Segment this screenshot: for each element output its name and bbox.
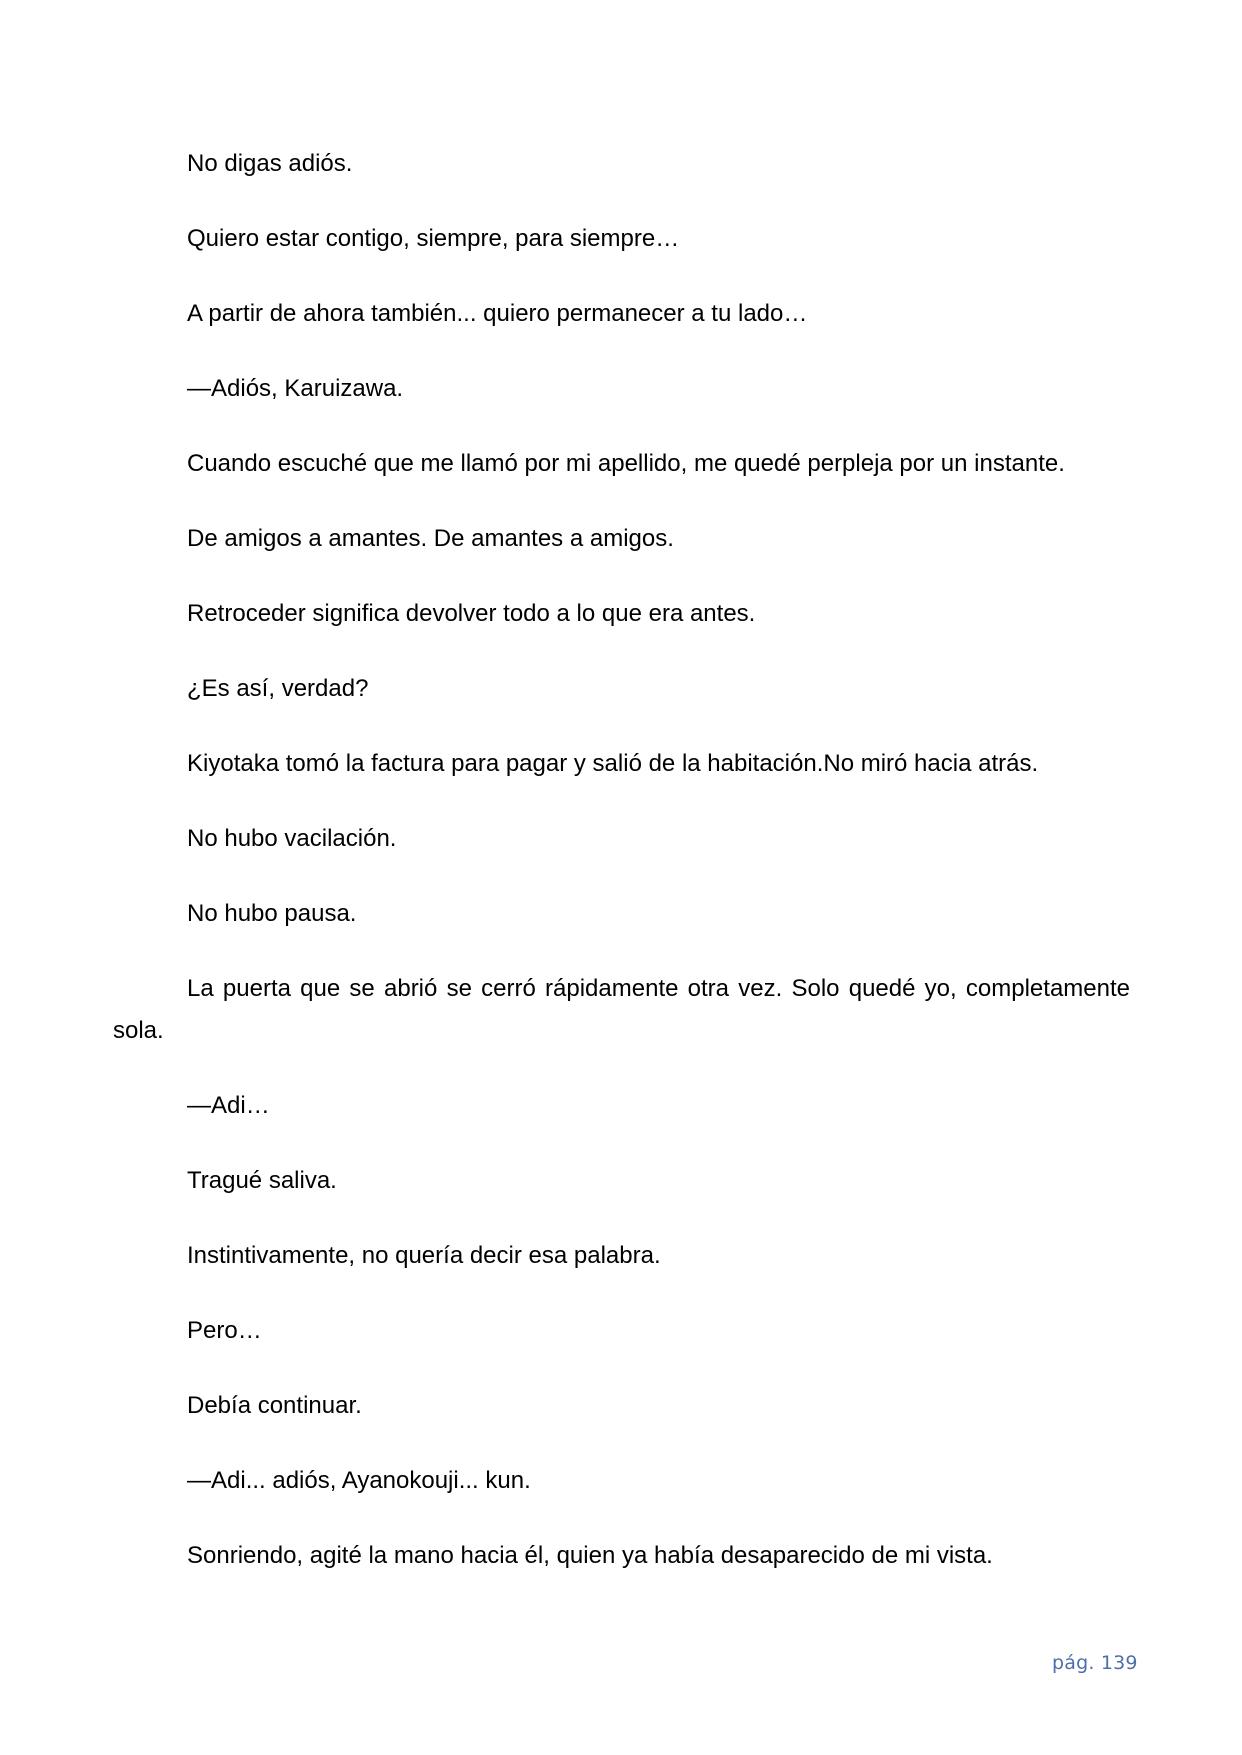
paragraph: Instintivamente, no quería decir esa palabra. — [187, 1242, 661, 1269]
body-text — [113, 143, 1130, 1610]
paragraph: —Adiós, Karuizawa. — [187, 375, 404, 402]
paragraph: Pero… — [187, 1317, 262, 1344]
paragraph: Kiyotaka tomó la factura para pagar y salió de la habitación.No miró hacia atrás. — [187, 750, 1039, 777]
paragraph: Tragué saliva. — [187, 1167, 337, 1194]
paragraph: —Adi... adiós, Ayanokouji... kun. — [187, 1467, 531, 1494]
paragraph: Sonriendo, agité la mano hacia él, quien ya había desaparecido de mi vista. — [187, 1542, 993, 1569]
paragraph: ¿Es así, verdad? — [187, 675, 369, 702]
paragraph: No hubo vacilación. — [187, 825, 397, 852]
page-number: pág. 139 — [1052, 1652, 1138, 1674]
paragraph: A partir de ahora también... quiero permanecer a tu lado… — [187, 300, 808, 327]
paragraph: No digas adiós. — [187, 150, 353, 177]
paragraph: La puerta que se abrió se cerró rápidamente otra vez. Solo quedé yo, completamente sola. — [113, 975, 1130, 1044]
paragraph: No hubo pausa. — [187, 900, 357, 927]
paragraph: Cuando escuché que me llamó por mi apellido, me quedé perpleja por un instante. — [187, 450, 1065, 477]
paragraph: De amigos a amantes. De amantes a amigos. — [187, 525, 674, 552]
paragraph: Retroceder significa devolver todo a lo que era antes. — [187, 600, 756, 627]
paragraph: —Adi… — [187, 1092, 270, 1119]
paragraph: Debía continuar. — [187, 1392, 362, 1419]
paragraph: Quiero estar contigo, siempre, para siempre… — [187, 225, 680, 252]
